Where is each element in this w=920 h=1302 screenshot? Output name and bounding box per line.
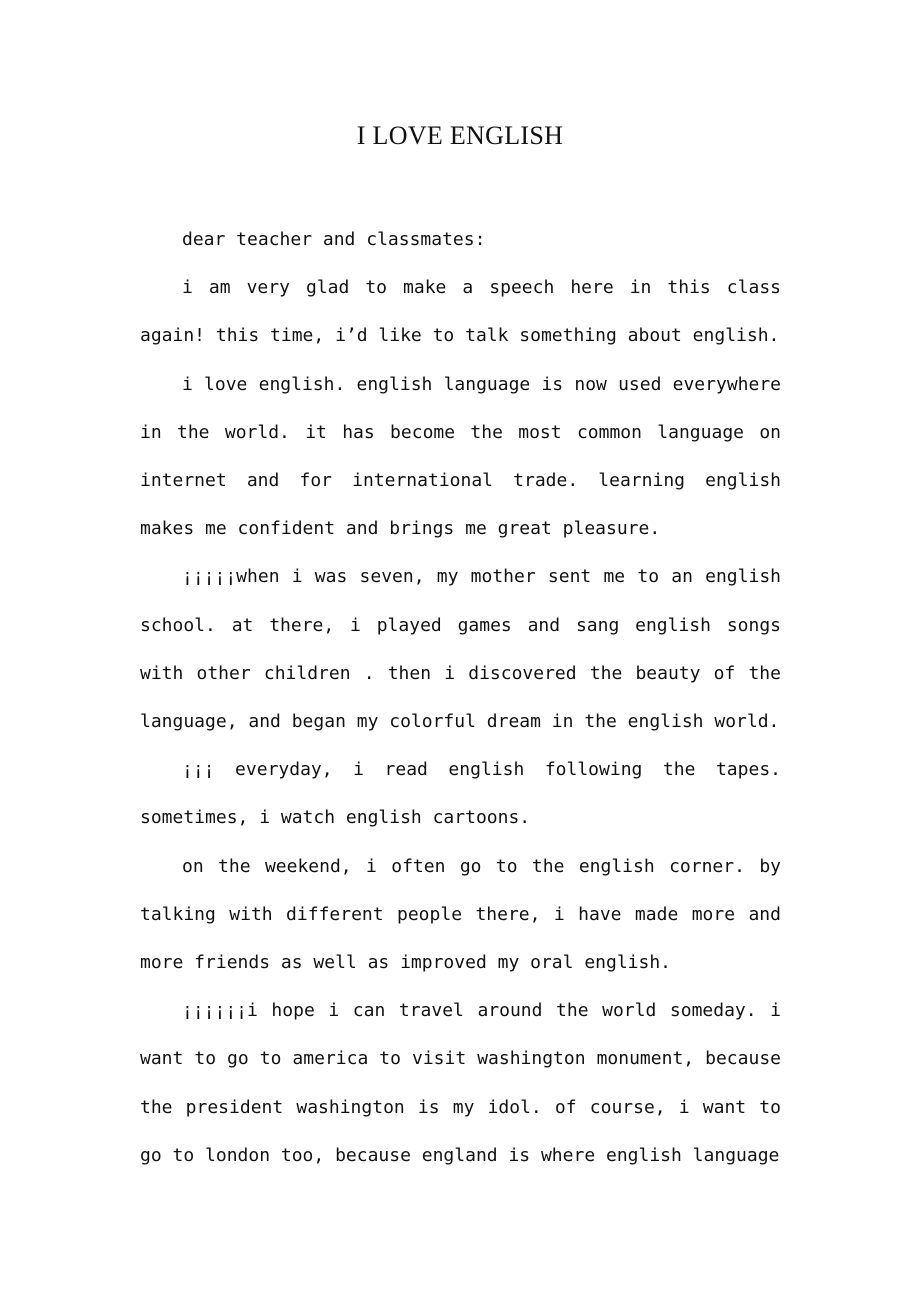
page-title: I LOVE ENGLISH bbox=[356, 121, 564, 150]
paragraph-1: i am very glad to make a speech here in this class again! this time, i’d like to talk something about english. bbox=[140, 277, 781, 347]
paragraph-3: ¡¡¡¡¡when i was seven, my mother sent me to an english school. at there, i played games and sang english songs with other children . then i discovered the beauty of the language, and began my colorful dream in the english world. bbox=[140, 566, 781, 733]
salutation: dear teacher and classmates: bbox=[182, 229, 486, 250]
paragraph-4: ¡¡¡ everyday, i read english following the tapes. sometimes, i watch english cartoons. bbox=[140, 759, 781, 829]
paragraph-6: ¡¡¡¡¡¡i hope i can travel around the world someday. i want to go to america to visit washington monument, because the president washington is my idol. of course, i want to go to london too, because england is where english language bbox=[140, 1000, 781, 1166]
paragraph-2: i love english. english language is now used everywhere in the world. it has become the most common language on internet and for international trade. learning english makes me confident and brings me great pleasure. bbox=[140, 373, 781, 540]
speech-body bbox=[140, 216, 781, 1180]
paragraph-5: on the weekend, i often go to the english corner. by talking with different people there, i have made more and more friends as well as improved my oral english. bbox=[140, 855, 781, 974]
